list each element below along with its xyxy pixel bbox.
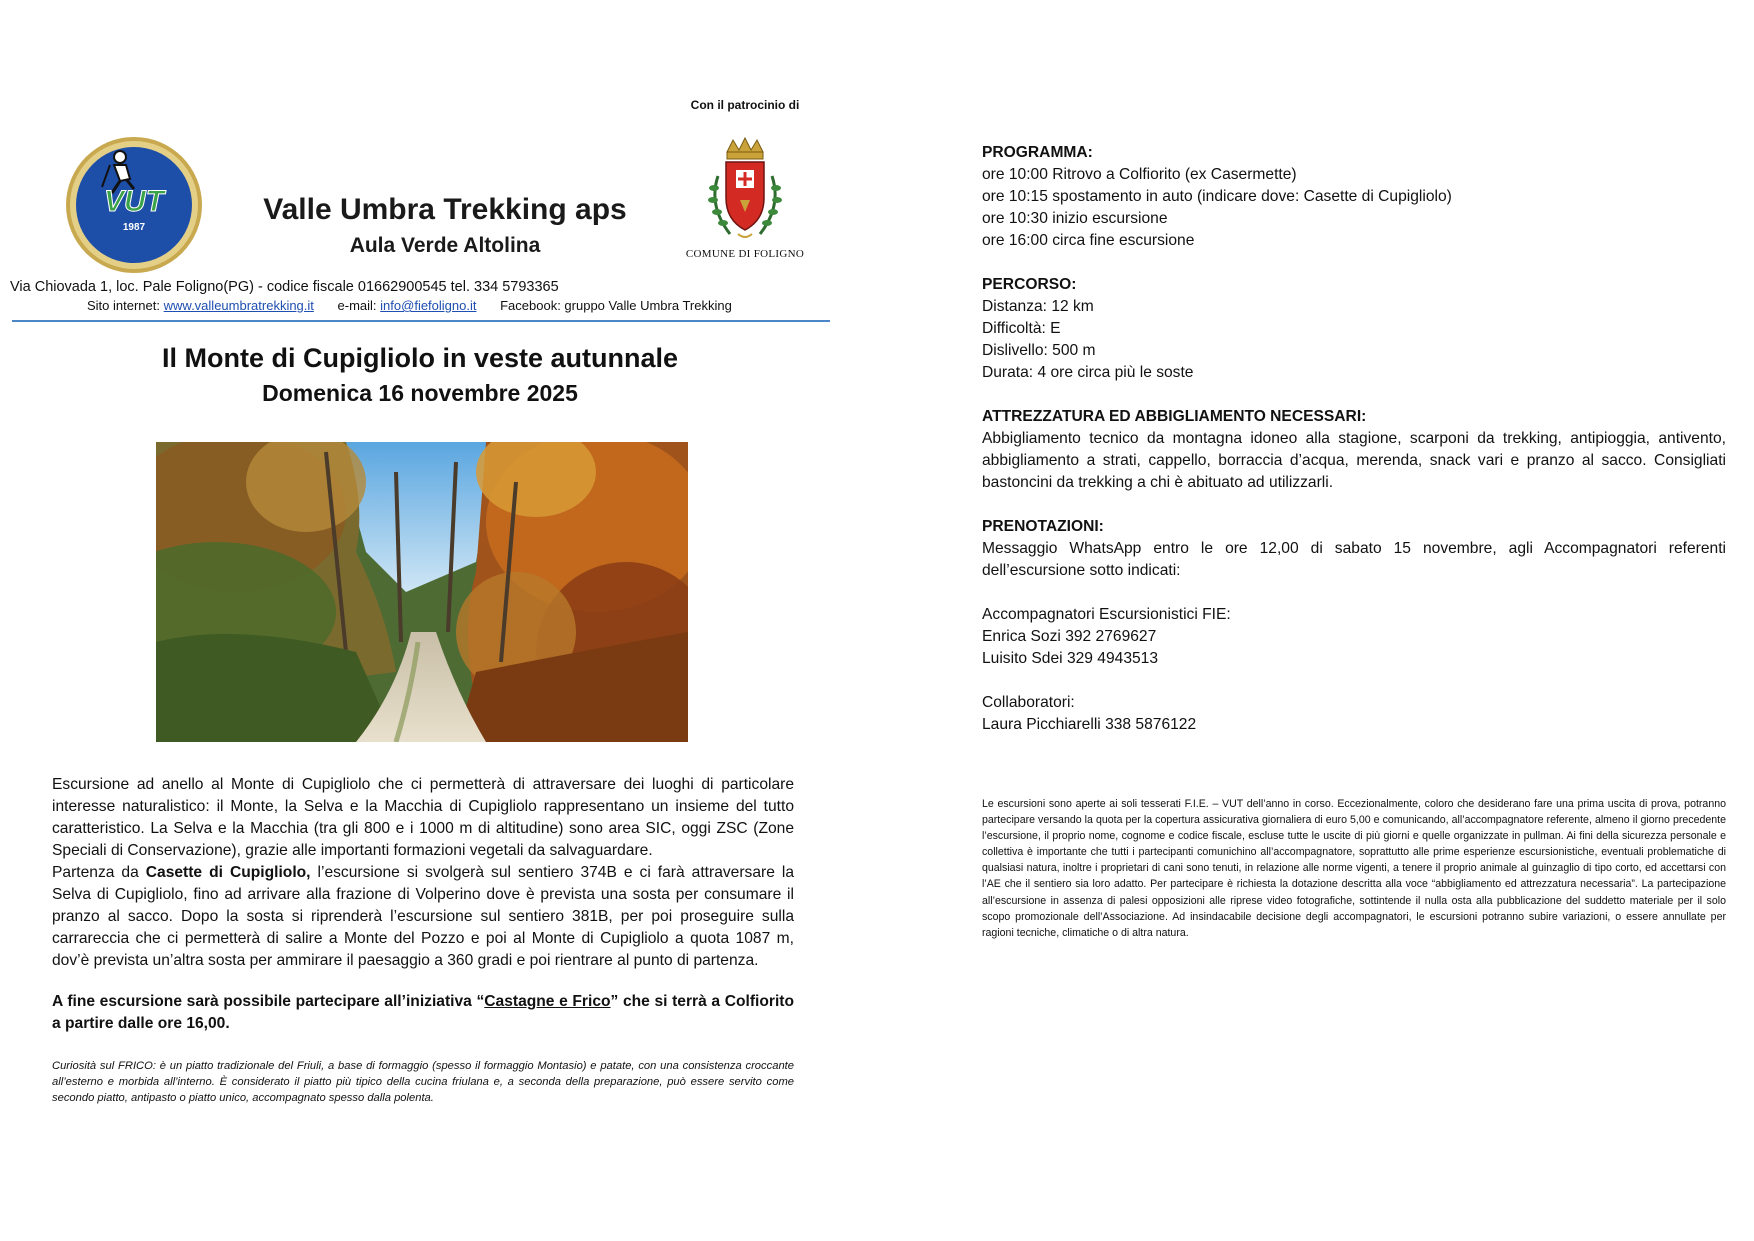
percorso-heading: PERCORSO: bbox=[982, 276, 1077, 293]
logo-letters: VUT bbox=[104, 185, 164, 218]
header-divider bbox=[12, 320, 830, 322]
description-paragraph-2 bbox=[52, 862, 794, 972]
closing-note-post: ” che si terrà a Colfiorito a partire dalle ore 16,00. bbox=[52, 993, 795, 1032]
percorso-item: Dislivello: 500 m bbox=[982, 342, 1096, 359]
contact-line bbox=[87, 298, 732, 313]
percorso-section bbox=[982, 274, 1726, 384]
castagne-frico-link[interactable]: Castagne e Frico bbox=[484, 993, 611, 1010]
terms-footnote: Le escursioni sono aperte ai soli tesserati F.I.E. – VUT dell’anno in corso. Eccezionalmente, coloro che desiderano fare una prima uscita di prova, potranno partecipare versando la quota per la copertura assicurativa giornaliera di euro 5,00 e comunicando, all’accompagnatore referente, almeno il giorno precedente l’escursione, il proprio nome, cognome e codice fiscale, escluse tutte le uscite di più giorni e quelle organizzate in pullman. Ai fini della sicurezza personale e collettiva è importante che tutti i partecipanti comunichino all’accompagnatore, soprattutto alle prime esperienze escursionistiche, eventuali problematiche di qualsiasi natura, inoltre i proprietari di cani sono tenuti, in relazione alle norme vigenti, a tenere il proprio animale al guinzaglio di tipo corto, ed accettarsi con l’AE che il sentiero sia loro adatto. Per partecipare è richiesta la dotazione descritta alla voce “abbigliamento ed attrezzatura necessaria”. La partecipazione all’escursione in assenza di palesi opposizioni alle riprese video fotografiche, sottintende il nulla osta alla pubblicazione del suddetto materiale per il solo scopo promozionale dell’Associazione. Ad insindacabile decisione degli accompagnatori, le escursioni potranno subire variazioni, o essere annullate per ragioni tecniche, climatiche o di altra natura. bbox=[982, 798, 1726, 939]
closing-note-pre: A fine escursione sarà possibile partecipare all’iniziativa “ bbox=[52, 993, 485, 1010]
description-p2-pre: Partenza da bbox=[52, 864, 146, 881]
collaboratori-heading: Collaboratori: bbox=[982, 694, 1075, 711]
percorso-item: Difficoltà: E bbox=[982, 320, 1061, 337]
programma-item: ore 16:00 circa fine escursione bbox=[982, 232, 1195, 249]
collaboratore-contact: Laura Picchiarelli 338 5876122 bbox=[982, 716, 1197, 733]
prenotazioni-heading: PRENOTAZIONI: bbox=[982, 518, 1104, 535]
description-p2-post: l’escursione si svolgerà sul sentiero 374B e ci farà attraversare la Selva di Cupigliolo, fino ad arrivare alla frazione di Volperino dove è prevista una sosta per consumare il pranzo al sacco. Dopo la sosta si riprenderà l’escursione sul sentiero 381B, per poi proseguire sulla carrareccia che ci permetterà di salire a Monte del Pozzo e poi al Monte di Cupigliolo a quota 1087 m, dov’è prevista un’altra sosta per ammirare il paesaggio a 360 gradi e poi rientrare al punto di partenza. bbox=[52, 864, 794, 969]
event-date: Domenica 16 novembre 2025 bbox=[262, 380, 578, 406]
patronage-label: Con il patrocinio di bbox=[690, 98, 800, 112]
comune-label: COMUNE DI FOLIGNO bbox=[685, 248, 805, 260]
accompagnatori-section bbox=[982, 604, 1726, 670]
departure-place: Casette di Cupigliolo, bbox=[145, 864, 311, 881]
percorso-item: Durata: 4 ore circa più le soste bbox=[982, 364, 1194, 381]
programma-heading: PROGRAMMA: bbox=[982, 144, 1093, 161]
website-label: Sito internet: bbox=[87, 298, 160, 313]
accompagnatori-heading: Accompagnatori Escursionistici FIE: bbox=[982, 606, 1231, 623]
event-description bbox=[52, 774, 794, 972]
facebook-text: Facebook: gruppo Valle Umbra Trekking bbox=[500, 298, 732, 313]
logo-year: 1987 bbox=[122, 222, 146, 233]
accompagnatore-contact: Enrica Sozi 392 2769627 bbox=[982, 628, 1157, 645]
attrezzatura-section bbox=[982, 406, 1726, 494]
frico-curiosity-note: Curiosità sul FRICO: è un piatto tradizionale del Friuli, a base di formaggio (spesso il formaggio Montasio) e patate, con una consistenza croccante all’esterno e morbida all’interno. È considerato il piatto più tipico della cucina friulana e, a seconda della preparazione, può essere servito come secondo piatto, antipasto o piatto unico, accompagnato spesso dalla polenta. bbox=[52, 1060, 794, 1104]
comune-crest-icon bbox=[700, 136, 790, 246]
prenotazioni-section bbox=[982, 516, 1726, 582]
prenotazioni-text: Messaggio WhatsApp entro le ore 12,00 di sabato 15 novembre, agli Accompagnatori referenti dell’escursione sotto indicati: bbox=[982, 540, 1726, 579]
description-paragraph-1: Escursione ad anello al Monte di Cupigliolo che ci permetterà di attraversare dei luoghi di particolare interesse naturalistico: il Monte, la Selva e la Macchia di Cupigliolo rappresentano un insieme del tutto caratteristico. La Selva e la Macchia (tra gli 800 e i 1000 m di altitudine) sono area SIC, oggi ZSC (Zone Speciali di Conservazione), grazie alle importanti formazioni vegetali da salvaguardare. bbox=[52, 776, 794, 859]
website-link[interactable]: www.valleumbratrekking.it bbox=[163, 298, 314, 313]
closing-event-note bbox=[52, 991, 794, 1035]
organization-address: Via Chiovada 1, loc. Pale Foligno(PG) - codice fiscale 01662900545 tel. 334 5793365 bbox=[10, 279, 559, 295]
collaboratori-section bbox=[982, 692, 1726, 736]
programma-item: ore 10:30 inizio escursione bbox=[982, 210, 1168, 227]
event-details bbox=[982, 142, 1726, 758]
logo-ring-text: VALLE UMBRA TREKKING bbox=[83, 215, 186, 265]
programma-item: ore 10:00 Ritrovo a Colfiorito (ex Casermette) bbox=[982, 166, 1297, 183]
programma-section bbox=[982, 142, 1726, 252]
attrezzatura-heading: ATTREZZATURA ED ABBIGLIAMENTO NECESSARI: bbox=[982, 408, 1367, 425]
event-title: Il Monte di Cupigliolo in veste autunnale bbox=[161, 343, 679, 373]
percorso-item: Distanza: 12 km bbox=[982, 298, 1094, 315]
autumn-forest-photo bbox=[156, 442, 688, 742]
email-label: e-mail: bbox=[337, 298, 377, 313]
vut-logo bbox=[64, 135, 204, 275]
email-link[interactable]: info@fiefoligno.it bbox=[380, 298, 477, 313]
accompagnatore-contact: Luisito Sdei 329 4943513 bbox=[982, 650, 1159, 667]
programma-item: ore 10:15 spostamento in auto (indicare dove: Casette di Cupigliolo) bbox=[982, 188, 1452, 205]
attrezzatura-text: Abbigliamento tecnico da montagna idoneo alla stagione, scarponi da trekking, antipioggia, antivento, abbigliamento a strati, cappello, borraccia d’acqua, merenda, snack vari e pranzo al sacco. Consigliati bastoncini da trekking a chi è abituato ad utilizzarli. bbox=[982, 430, 1726, 491]
organization-subtitle: Aula Verde Altolina bbox=[349, 234, 541, 257]
organization-name: Valle Umbra Trekking aps bbox=[263, 193, 627, 226]
